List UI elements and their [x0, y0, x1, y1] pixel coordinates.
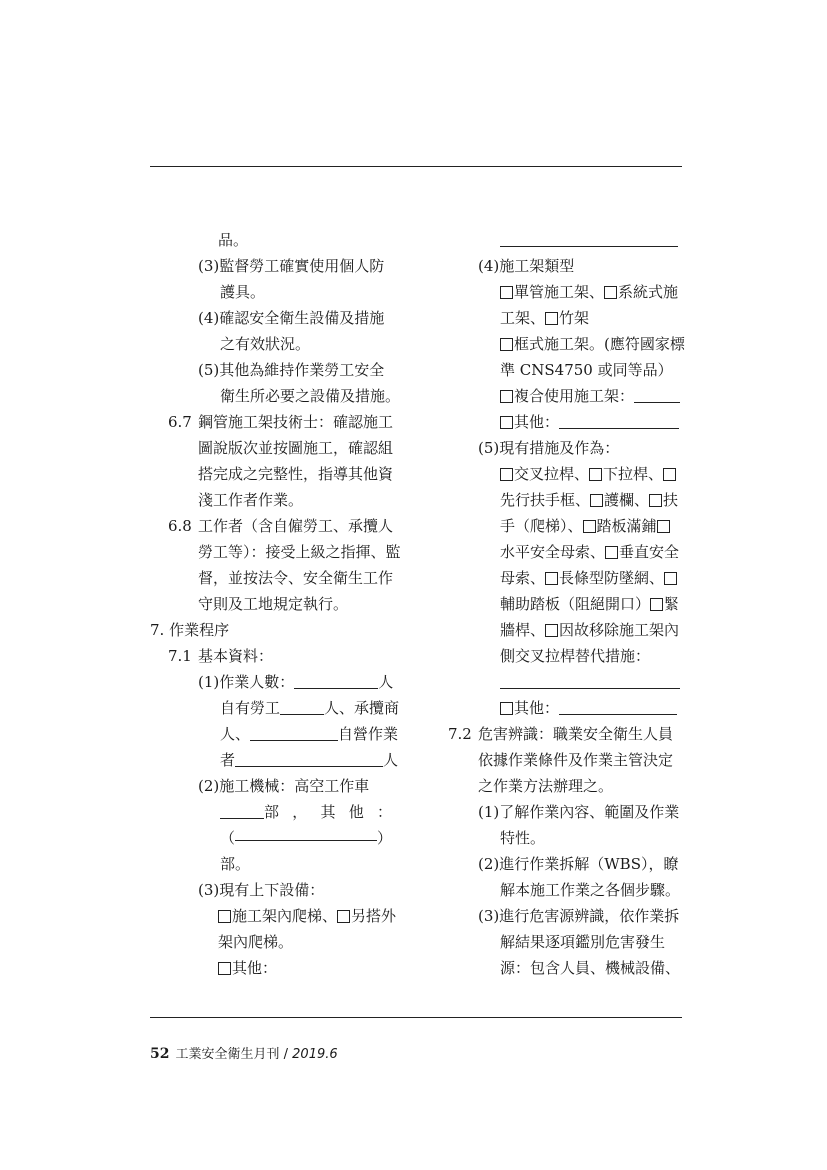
- text-line: 品。: [218, 231, 249, 249]
- checkbox[interactable]: [657, 520, 670, 533]
- checkbox[interactable]: [605, 546, 618, 559]
- list-item: (4)確認安全衛生設備及措施: [198, 309, 385, 327]
- checkbox[interactable]: [545, 312, 558, 325]
- checkbox[interactable]: [218, 910, 231, 923]
- blank-field[interactable]: [280, 700, 324, 715]
- blank-field[interactable]: [250, 726, 338, 741]
- checkbox[interactable]: [650, 598, 663, 611]
- checkbox-line: 單管施工架、 系統式施: [448, 280, 684, 305]
- checkbox-line: 工架、 竹架: [500, 309, 590, 327]
- text-line: 解結果逐項鑑別危害發生: [500, 933, 666, 951]
- list-item: (2)進行作業拆解（WBS），瞭: [478, 855, 679, 873]
- list-item: (2)施工機械：高空工作車: [198, 777, 370, 795]
- checkbox[interactable]: [604, 286, 617, 299]
- checkbox[interactable]: [500, 286, 513, 299]
- blank-field[interactable]: [559, 414, 679, 429]
- footer-separator: /: [279, 1047, 293, 1062]
- form-line: [448, 228, 684, 253]
- checkbox-line: 水平安全母索、 垂直安全: [500, 543, 680, 561]
- text-line: 特性。: [500, 829, 546, 847]
- text-line: 圖說版次並按圖施工，確認組: [198, 439, 394, 457]
- checkbox[interactable]: [500, 702, 513, 715]
- text-line: 側交叉拉桿替代措施：: [500, 647, 651, 665]
- list-item: (5)其他為維持作業勞工安全: [198, 361, 385, 379]
- section-item: 7.1 基本資料：: [168, 647, 274, 665]
- text-line: 之作業方法辦理之。: [478, 777, 614, 795]
- blank-field[interactable]: [235, 752, 383, 767]
- blank-field[interactable]: [294, 674, 378, 689]
- checkbox-line: 其他：: [448, 696, 684, 721]
- text-line: 之有效狀況。: [220, 335, 311, 353]
- list-item: (1)了解作業內容、範圍及作業: [478, 803, 680, 821]
- text-line: 護具。: [220, 283, 266, 301]
- blank-field[interactable]: [500, 674, 680, 689]
- text-line: 淺工作者作業。: [198, 491, 304, 509]
- checkbox[interactable]: [663, 468, 676, 481]
- checkbox[interactable]: [500, 468, 513, 481]
- section-item: 7.2 危害辨識：職業安全衛生人員: [448, 725, 674, 743]
- header-rule: [150, 166, 682, 167]
- checkbox-line: 其他：: [448, 410, 684, 435]
- magazine-title: 工業安全衛生月刊: [175, 1047, 280, 1062]
- blank-field[interactable]: [220, 804, 264, 819]
- footer-rule: [150, 1017, 682, 1018]
- form-line: (1)作業人數： 人: [198, 673, 394, 691]
- list-item: (4)施工架類型: [478, 257, 575, 275]
- section-item: 6.7 鋼管施工架技術士：確認施工: [168, 413, 394, 431]
- text-line: 衛生所必要之設備及措施。: [220, 387, 401, 405]
- checkbox-line: 施工架內爬梯、 另搭外: [150, 904, 390, 929]
- checkbox[interactable]: [589, 468, 602, 481]
- checkbox-line: 母索、 長條型防墜網、: [448, 566, 684, 591]
- checkbox-line: 交叉拉桿、 下拉桿、: [448, 462, 684, 487]
- blank-field[interactable]: [500, 228, 678, 247]
- checkbox-line: 輔助踏板（阻絕開口） 緊: [500, 595, 680, 613]
- blank-field[interactable]: [235, 826, 377, 841]
- list-item: (3)進行危害源辨識，依作業拆: [478, 907, 680, 925]
- blank-field[interactable]: [634, 388, 680, 403]
- checkbox-line: 其他：: [150, 956, 390, 981]
- form-line: 部 ， 其 他 ：: [220, 800, 392, 825]
- form-line: 自有勞工 人、承攬商: [220, 699, 400, 717]
- form-line: [448, 670, 684, 695]
- checkbox-line: 牆桿、 因故移除施工架內: [500, 621, 680, 639]
- checkbox[interactable]: [590, 494, 603, 507]
- page-footer: [150, 1043, 338, 1062]
- text-line: 督，並按法令、安全衛生工作: [198, 569, 394, 587]
- text-line: 依據作業條件及作業主管決定: [478, 751, 674, 769]
- page-number: 52: [150, 1046, 170, 1062]
- checkbox[interactable]: [664, 572, 677, 585]
- text-line: 解本施工作業之各個步驟。: [500, 881, 681, 899]
- checkbox[interactable]: [545, 572, 558, 585]
- form-line: （ ）: [220, 826, 392, 851]
- section-heading: 7. 作業程序: [150, 621, 230, 639]
- checkbox[interactable]: [500, 338, 513, 351]
- blank-field[interactable]: [559, 700, 677, 715]
- issue-date: 2019.6: [292, 1047, 338, 1062]
- list-item: (3)監督勞工確實使用個人防: [198, 257, 385, 275]
- section-item: 6.8 工作者（含自僱勞工、承攬人: [168, 517, 394, 535]
- checkbox[interactable]: [218, 962, 231, 975]
- checkbox[interactable]: [583, 520, 596, 533]
- text-line: 搭完成之完整性，指導其他資: [198, 465, 394, 483]
- checkbox[interactable]: [500, 416, 513, 429]
- checkbox[interactable]: [545, 624, 558, 637]
- checkbox-line: 框式施工架。(應符國家標: [448, 332, 684, 357]
- list-item: (3)現有上下設備：: [198, 881, 325, 899]
- checkbox[interactable]: [337, 910, 350, 923]
- text-line: 架內爬梯。: [218, 933, 294, 951]
- form-line: 者 人: [220, 751, 399, 769]
- checkbox-line: 複合使用施工架：: [448, 384, 684, 409]
- checkbox[interactable]: [500, 390, 513, 403]
- text-line: 準 CNS4750 或同等品）: [500, 361, 673, 379]
- text-line: 部。: [220, 855, 251, 873]
- checkbox-line: 手（爬梯）、 踏板滿鋪: [448, 514, 684, 539]
- form-line: 人、 自營作業: [220, 725, 399, 743]
- checkbox[interactable]: [649, 494, 662, 507]
- checkbox-line: 先行扶手框、 護欄、 扶: [500, 491, 679, 509]
- text-line: 守則及工地規定執行。: [198, 595, 349, 613]
- list-item: (5)現有措施及作為：: [478, 439, 620, 457]
- text-line: 勞工等）：接受上級之指揮、監: [198, 543, 401, 561]
- text-line: 源：包含人員、機械設備、: [500, 959, 681, 977]
